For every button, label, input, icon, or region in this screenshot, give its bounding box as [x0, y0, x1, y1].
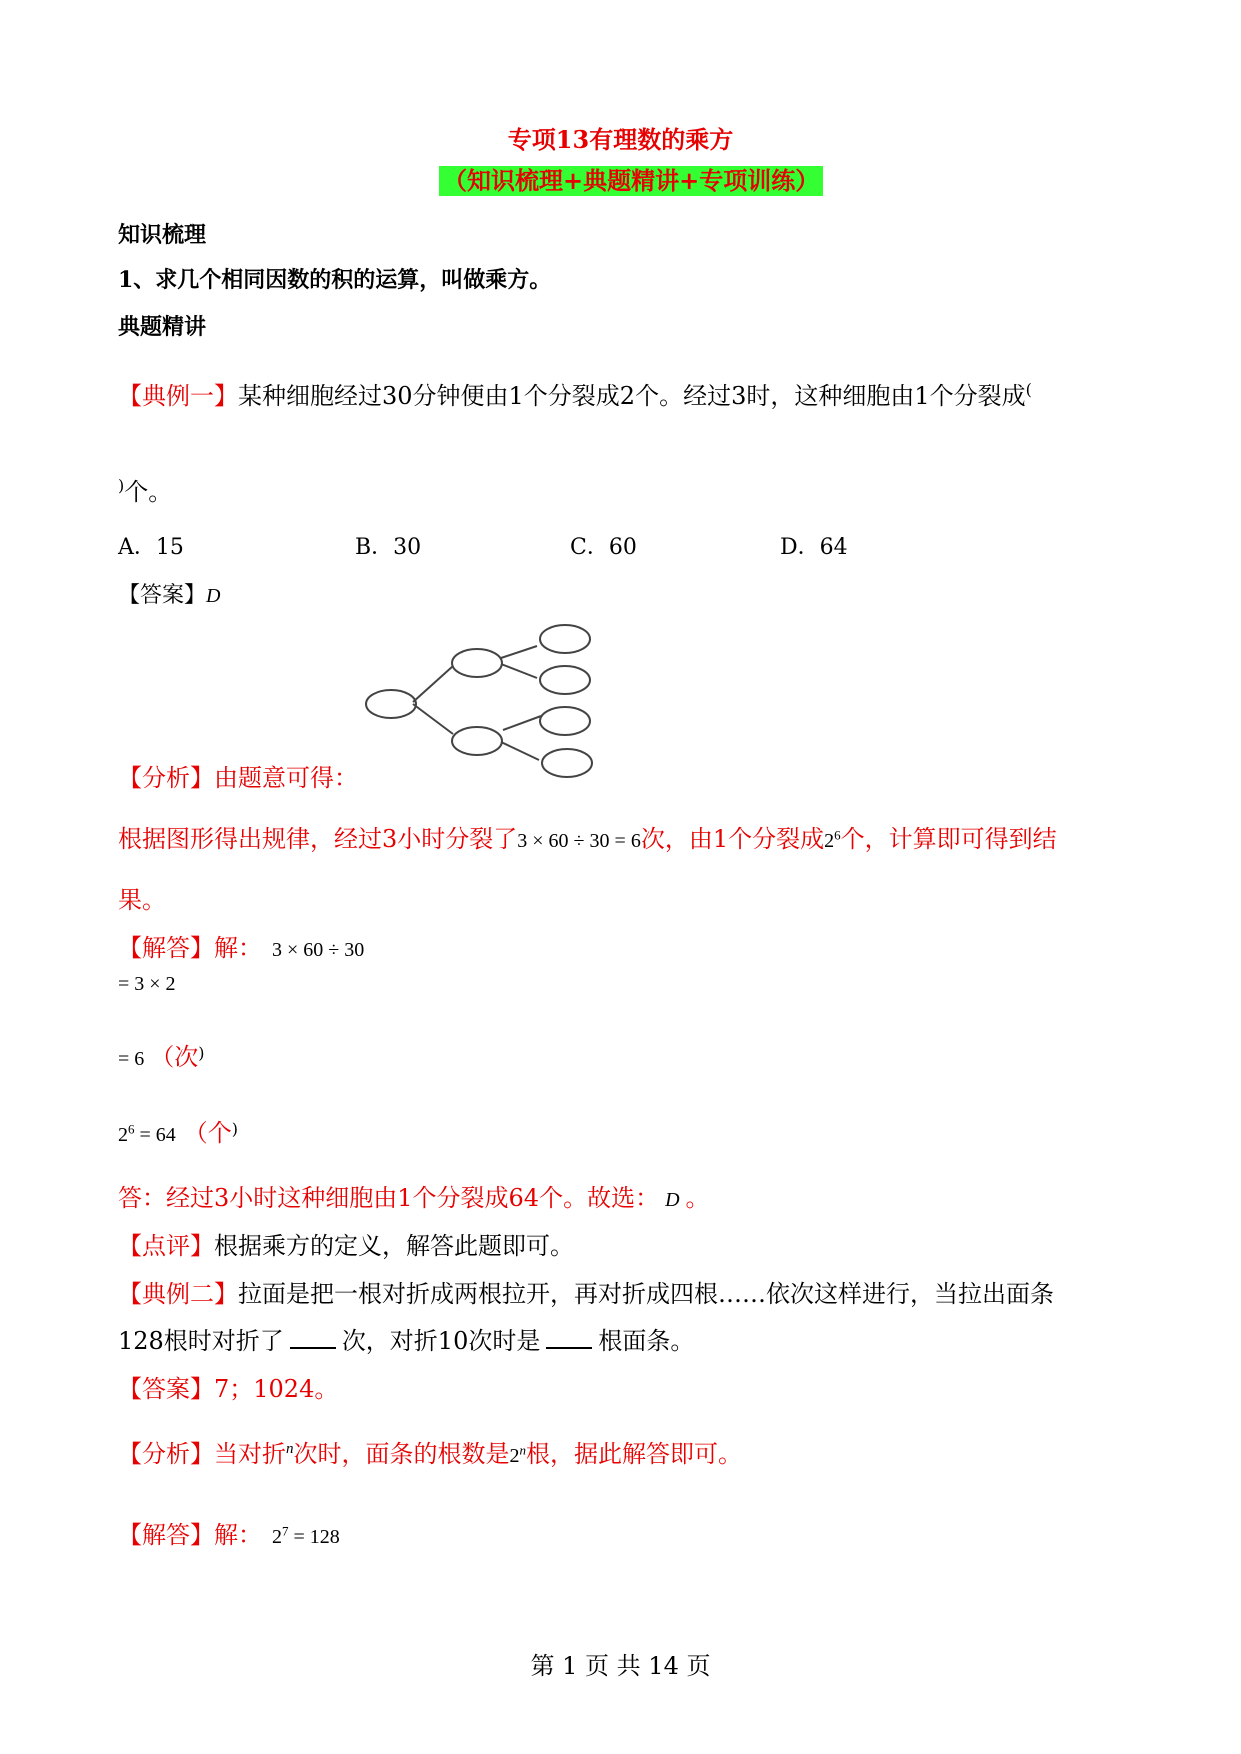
cell-division-diagram	[355, 612, 605, 782]
example2-question-line2: 128根时对折了 次，对折10次时是 根面条。	[118, 1327, 695, 1355]
answer-value: D	[206, 585, 221, 607]
cell-gen2	[542, 749, 592, 777]
example2-solution: 【解答】解： $2^7 = 128$	[118, 1521, 340, 1549]
example1-paren-open: (	[1025, 380, 1032, 399]
solution-power: $2^6 = 64$	[118, 1121, 176, 1146]
blank-2[interactable]	[546, 1329, 592, 1349]
cell-gen2	[540, 707, 590, 735]
cell-gen2	[540, 666, 590, 694]
branch-line	[503, 716, 541, 730]
solution-expr2: = 3 × 2	[118, 973, 176, 995]
branch-line	[413, 704, 453, 734]
knowledge-heading: 知识梳理	[118, 222, 207, 248]
option-a: A．15	[118, 535, 184, 560]
option-b: B．30	[355, 535, 422, 560]
solution-line3: = 6 （次)	[118, 1043, 205, 1071]
example1-paren-close: )	[118, 476, 125, 495]
examples-heading: 典题精讲	[118, 314, 207, 340]
analysis-expression: 3 × 60 ÷ 30 = 6	[517, 830, 641, 852]
example1-solution: 【解答】解： 3 × 60 ÷ 30	[118, 934, 365, 962]
cell-gen1	[452, 649, 502, 677]
example2-answer: 【答案】7；1024。	[118, 1375, 339, 1403]
example1-tag: 【典例一】	[118, 382, 238, 410]
branch-line	[501, 742, 539, 760]
cell-gen0	[366, 690, 416, 718]
example1-conclusion: 答：经过3小时这种细胞由1个分裂成64个。故选： D 。	[118, 1184, 710, 1212]
option-d: D．64	[780, 535, 848, 560]
solution-line4: $2^6 = 64$ （个)	[118, 1119, 239, 1147]
comment-tag: 【点评】	[118, 1232, 214, 1260]
example2-tag: 【典例二】	[118, 1280, 238, 1308]
branch-line	[501, 646, 537, 658]
example1-question-line2	[118, 472, 172, 507]
example1-question-text: 某种细胞经过30分钟便由1个分裂成2个。经过3时，这种细胞由1个分裂成	[238, 382, 1026, 410]
example2-analysis: 【分析】当对折$^n$次时，面条的根数是2$^n$根，据此解答即可。	[118, 1440, 742, 1468]
comment-text: 根据乘方的定义，解答此题即可。	[214, 1232, 574, 1260]
answer-tag: 【答案】	[118, 583, 207, 608]
analysis2-power: 2$^n$	[509, 1442, 526, 1467]
analysis-text: 由题意可得：	[214, 764, 358, 792]
example2-question: 【典例二】拉面是把一根对折成两根拉开，再对折成四根……依次这样进行，当拉出面条	[118, 1280, 1054, 1308]
page-footer: 第 1 页 共 14 页	[530, 1652, 711, 1680]
analysis-tag: 【分析】	[118, 764, 214, 792]
example1-question-end: 个。	[124, 478, 173, 506]
example1-analysis	[118, 758, 358, 793]
analysis-power: $2^6$	[824, 827, 841, 852]
knowledge-point: 1、求几个相同因数的积的运算，叫做乘方。	[118, 267, 552, 293]
solution-tag: 【解答】	[118, 934, 214, 962]
solution-expr1: 3 × 60 ÷ 30	[272, 939, 365, 961]
cell-gen1	[452, 727, 502, 755]
page-title: 专项13有理数的乘方	[507, 125, 734, 154]
option-c: C．60	[570, 535, 637, 560]
cell-gen2	[540, 625, 590, 653]
blank-1[interactable]	[290, 1329, 336, 1349]
example1-analysis-end: 果。	[118, 886, 166, 914]
page-subtitle: （知识梳理+典题精讲+专项训练）	[439, 166, 823, 196]
example1-analysis-detail: 根据图形得出规律，经过3小时分裂了3 × 60 ÷ 30 = 6次，由1个分裂成$2^6$个，计算即可得到结	[118, 825, 1057, 853]
example1-answer	[118, 578, 220, 609]
branch-line	[501, 664, 537, 678]
example1-question	[118, 376, 1032, 411]
solution2-power: $2^7 = 128$	[272, 1523, 340, 1548]
example1-comment	[118, 1226, 574, 1261]
branch-line	[413, 666, 453, 702]
